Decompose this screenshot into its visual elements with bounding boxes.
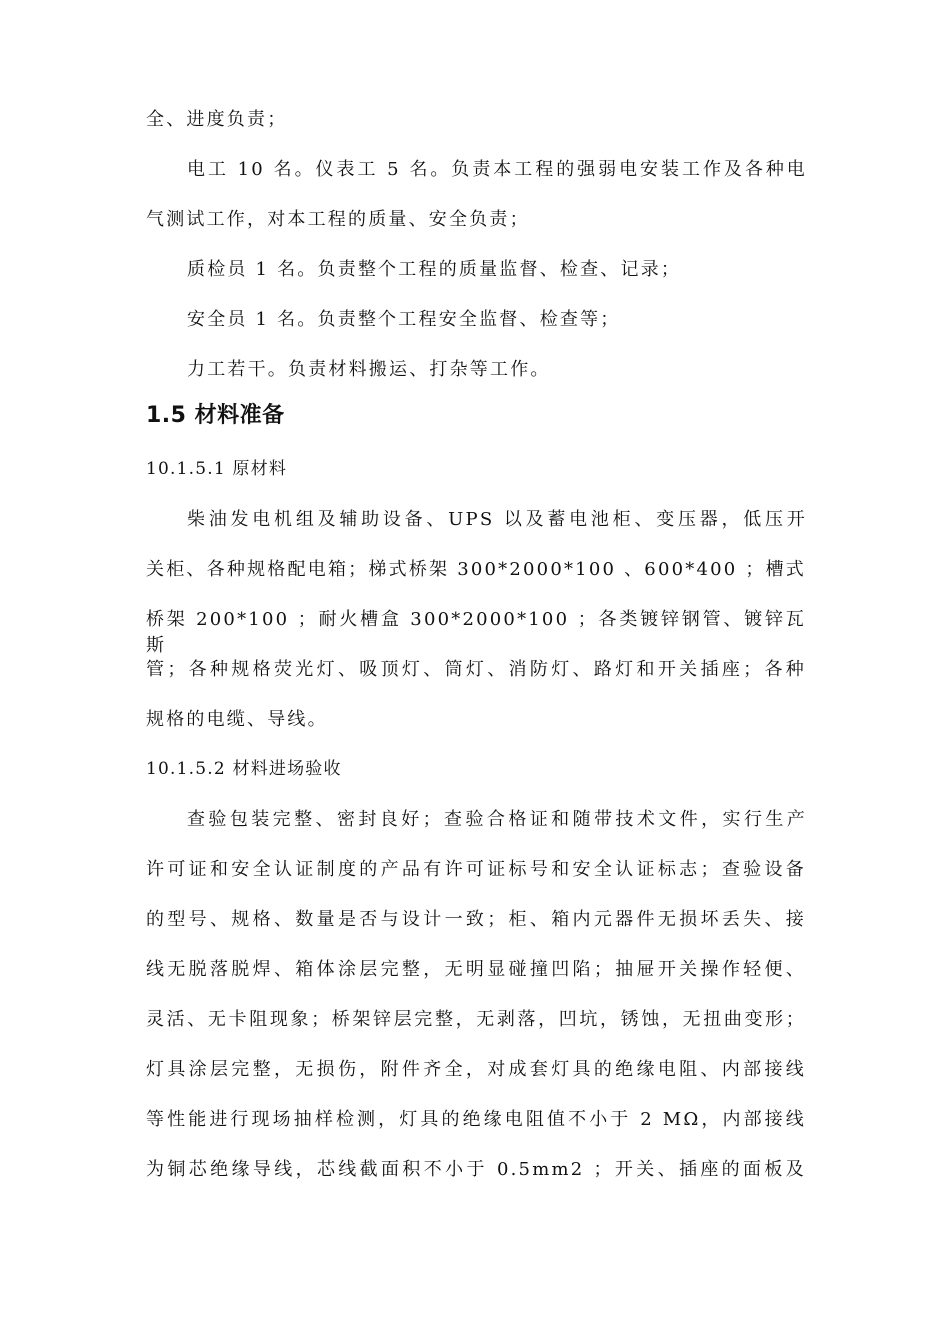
text-line: 灯具涂层完整，无损伤，附件齐全，对成套灯具的绝缘电阻、内部接线 xyxy=(146,1059,806,1080)
text-line: 柴油发电机组及辅助设备、UPS 以及蓄电池柜、变压器，低压开 xyxy=(187,509,807,530)
text-line: 查验包装完整、密封良好；查验合格证和随带技术文件，实行生产 xyxy=(187,809,807,830)
text-line: 质检员 1 名。负责整个工程的质量监督、检查、记录； xyxy=(187,259,682,280)
text-line: 关柜、各种规格配电箱；梯式桥架 300*2000*100 、600*400 ；槽式 xyxy=(146,559,806,580)
section-heading: 1.5 材料准备 xyxy=(146,403,285,428)
text-line: 规格的电缆、导线。 xyxy=(146,709,328,730)
text-line: 为铜芯绝缘导线，芯线截面积不小于 0.5mm2 ；开关、插座的面板及 xyxy=(146,1159,806,1180)
text-line: 全、进度负责； xyxy=(146,109,288,130)
text-line: 桥架 200*100 ；耐火槽盒 300*2000*100 ；各类镀锌钢管、镀锌瓦斯 xyxy=(146,609,806,656)
text-line: 电工 10 名。仪表工 5 名。负责本工程的强弱电安装工作及各种电 xyxy=(187,159,807,180)
text-line: 力工若干。负责材料搬运、打杂等工作。 xyxy=(187,359,551,380)
text-line: 的型号、规格、数量是否与设计一致；柜、箱内元器件无损坏丢失、接 xyxy=(146,909,806,930)
text-line: 灵活、无卡阻现象；桥架锌层完整，无剥落，凹坑，锈蚀，无扭曲变形； xyxy=(146,1009,806,1030)
text-line: 安全员 1 名。负责整个工程安全监督、检查等； xyxy=(187,309,621,330)
subsection-heading: 10.1.5.1 原材料 xyxy=(146,459,288,479)
text-line: 线无脱落脱焊、箱体涂层完整，无明显碰撞凹陷；抽屉开关操作轻便、 xyxy=(146,959,806,980)
subsection-heading: 10.1.5.2 材料进场验收 xyxy=(146,759,342,779)
text-line: 气测试工作，对本工程的质量、安全负责； xyxy=(146,209,530,230)
text-line: 管；各种规格荧光灯、吸顶灯、筒灯、消防灯、路灯和开关插座；各种 xyxy=(146,659,806,680)
text-line: 许可证和安全认证制度的产品有许可证标号和安全认证标志；查验设备 xyxy=(146,859,806,880)
text-line: 等性能进行现场抽样检测，灯具的绝缘电阻值不小于 2 MΩ，内部接线 xyxy=(146,1109,806,1130)
